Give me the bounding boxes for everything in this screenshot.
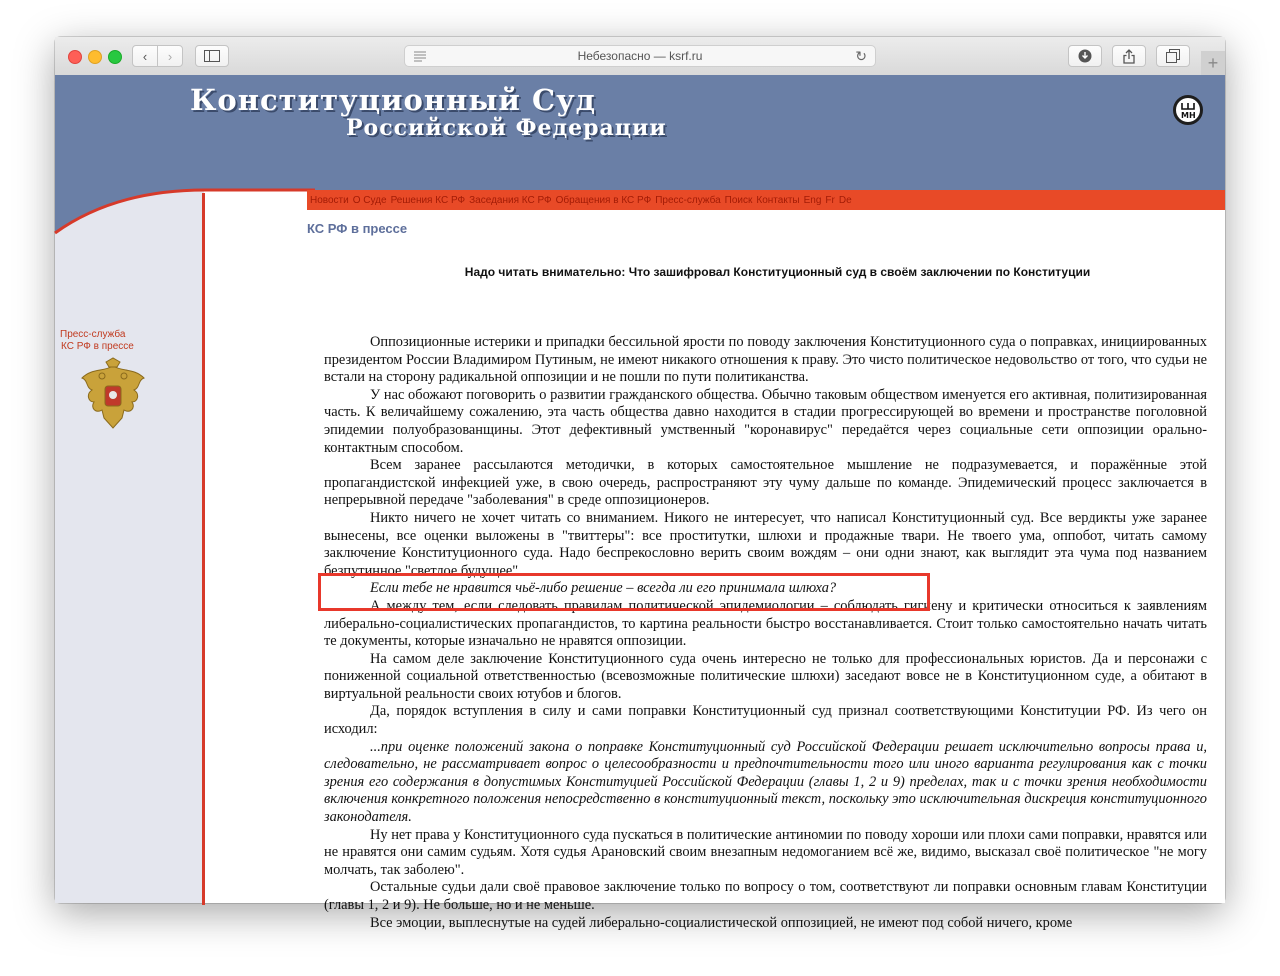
- left-divider: [202, 193, 205, 905]
- browser-toolbar: [55, 37, 1225, 76]
- article-paragraph: А между тем, если следовать правилам политической эпидемиологии – соблюдать гигиену и критически относиться к заявлениям либерально-социалистических пропагандистов, то картина реальности быстро восстанавливается. Стоит только самостоятельно начать читать те документы, которые изначально не нравятся оппозиции.: [324, 597, 1207, 650]
- chevron-left-icon: ‹: [142, 48, 148, 64]
- sidebar-press-link[interactable]: [60, 329, 200, 353]
- nav-item-press[interactable]: Пресс-служба: [655, 194, 721, 206]
- site-title[interactable]: Конституционный Суд: [190, 83, 596, 117]
- share-icon: [1123, 49, 1135, 64]
- nav-item-about[interactable]: О Суде: [352, 194, 387, 206]
- new-tab-button[interactable]: [1201, 51, 1225, 75]
- sidebar-toggle-button[interactable]: [195, 45, 229, 67]
- article-title: Надо читать внимательно: Что зашифровал Конституционный суд в своём заключении по Конституции: [464, 265, 1091, 279]
- article-paragraph-quote: Если тебе не нравится чьё-либо решение – всегда ли его принимала шлюха?: [370, 580, 837, 597]
- nav-item-de[interactable]: De: [838, 194, 852, 206]
- left-sidebar: [55, 190, 204, 903]
- downloads-button[interactable]: [1068, 45, 1102, 67]
- article-paragraph: Да, порядок вступления в силу и сами поправки Конституционный суд признал соответствующими Конституции РФ. Из чего он исходил:: [324, 703, 1207, 738]
- browser-window: [55, 37, 1225, 931]
- sidebar-icon: [204, 50, 220, 62]
- zoom-window-button[interactable]: [108, 50, 122, 64]
- forward-button[interactable]: [157, 45, 183, 67]
- sidebar-press-link-line2[interactable]: КС РФ в прессе: [61, 341, 134, 352]
- plus-icon: +: [1207, 52, 1219, 73]
- site-banner: [55, 75, 1225, 190]
- tabs-icon: [1166, 49, 1180, 63]
- banner-curve-decoration: [55, 175, 315, 235]
- logo-icon[interactable]: [1173, 95, 1203, 125]
- svg-text:Н: Н: [1189, 111, 1196, 120]
- reader-icon[interactable]: [413, 50, 427, 62]
- coat-of-arms-icon: [78, 358, 148, 438]
- main-nav: [307, 190, 1225, 210]
- article-body: [324, 334, 1207, 932]
- nav-item-news[interactable]: Новости: [310, 194, 349, 206]
- article-paragraph: У нас обожают поговорить о развитии гражданского общества. Обычно таковым обществом именуется его активная, политизированная часть. К величайшему сожалению, эта часть общества давно находится в стадии прогрессирующей во времени и пространстве поголовной эпидемии полуобразованщины. Этот дефективный умственный "коронавирус" передаётся через социальные сети оппозиции орально-контактным способом.: [324, 386, 1207, 456]
- svg-text:М: М: [1181, 111, 1189, 120]
- nav-item-search[interactable]: Поиск: [724, 194, 753, 206]
- article-paragraph: На самом деле заключение Конституционного суда очень интересно не только для профессиональных юристов. Да и персонажи с пониженной социальной ответственностью (всевозможные политические шлюхи) заседают вовсе не в Конституционном суде, а обитают в виртуальной реальности своих ютубов и блогов.: [324, 650, 1207, 702]
- article-paragraph: Остальные судьи дали своё правовое заключение только по вопросу о том, соответствуют ли поправки основным главам Конституции (главы 1, 2 и 9). Не больше, но и не меньше.: [324, 879, 1207, 913]
- article-paragraph: Никто ничего не хочет читать со вниманием. Никого не интересует, что написал Конституционный суд. Все вердикты уже заранее вынесены, все оценки выложены в "твиттеры": все проститутки, шлюхи и продажные твари. Не твоего ума, оппобот, читать самому заключение Конституционного суда. Надо беспрекословно верить своим вождям – они одни знают, как выглядит эта чума под названием безпутинное "светлое будущее".: [324, 509, 1207, 579]
- section-title: КС РФ в прессе: [307, 221, 408, 236]
- sidebar-press-link-line1[interactable]: Пресс-служба: [60, 329, 126, 340]
- article-paragraph: Оппозиционные истерики и припадки бессильной ярости по поводу заключения Конституционного суда о поправках, инициированных президентом России Владимиром Путиным, не имеют никакого отношения к праву. Это чисто политическое недовольство от того, что судьи не встали на сторону радикальной оппозиции и не пошли по пути политиканства.: [324, 334, 1207, 386]
- nav-item-decisions[interactable]: Решения КС РФ: [390, 194, 466, 206]
- nav-item-eng[interactable]: Eng: [803, 194, 822, 206]
- article-paragraph: Все эмоции, выплеснутые на судей либерально-социалистической оппозицией, не имеют под собой ничего, кроме: [370, 914, 1073, 931]
- address-bar[interactable]: [404, 45, 876, 67]
- download-icon: [1078, 49, 1092, 63]
- minimize-window-button[interactable]: [88, 50, 102, 64]
- article-paragraph-citation: ...при оценке положений закона о поправке Конституционный суд Российской Федерации решает исключительно вопросы права и, следовательно, не рассматривает вопрос о целесообразности и предпочтительности того или иного варианта регулирования как с точки зрения его содержания в допустимых Конституцией Российской Федерации (главы 1, 2 и 9) пределах, так и с точки зрения необходимости включения конкретного положения непосредственно в конституционный текст, поскольку это исключительная дискреция конституционного законодателя.: [324, 738, 1207, 826]
- nav-item-sessions[interactable]: Заседания КС РФ: [469, 194, 552, 206]
- nav-item-fr[interactable]: Fr: [825, 194, 835, 206]
- share-button[interactable]: [1112, 45, 1146, 67]
- site-subtitle[interactable]: Российской Федерации: [346, 115, 667, 141]
- reload-icon[interactable]: ↻: [855, 48, 867, 64]
- article-paragraph: Всем заранее рассылаются методички, в которых самостоятельное мышление не подразумевается, и поражённые этой пропагандистской инфекцией уже, в свою очередь, распространяют эту чуму дальше по команде. Эпидемический процесс заключается в непрерывной передаче "заболевания" в среде оппозиционеров.: [324, 457, 1207, 509]
- back-button[interactable]: [132, 45, 158, 67]
- show-tabs-button[interactable]: [1156, 45, 1190, 67]
- chevron-right-icon: ›: [167, 48, 173, 64]
- web-page: [55, 75, 1225, 931]
- nav-item-appeals[interactable]: Обращения в КС РФ: [555, 194, 652, 206]
- nav-item-contacts[interactable]: Контакты: [756, 194, 800, 206]
- close-window-button[interactable]: [68, 50, 82, 64]
- article-paragraph: Ну нет права у Конституционного суда пускаться в политические антиномии по поводу хороши или плохи сами поправки, нравятся или не нравятся они самим судьям. Хотя судья Арановский своим внезапным недомоганием всё же, видимо, высказал своё политическое "не могу молчать, так заболею".: [324, 826, 1207, 878]
- address-text: Небезопасно — ksrf.ru: [577, 49, 703, 63]
